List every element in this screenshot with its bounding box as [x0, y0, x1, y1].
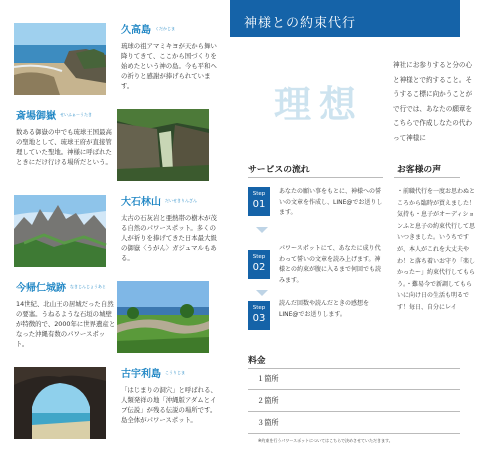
step-text: 読んだ回数や読んだときの感想をLINE@でお送りします。: [279, 300, 370, 318]
sea-cave-photo: [14, 367, 106, 439]
watermark-heading: 理想: [274, 82, 364, 126]
step-3: [248, 299, 378, 345]
spot-kouri-island: [0, 364, 222, 450]
step-label: Step: [252, 305, 266, 311]
rock-passage-photo: [117, 109, 209, 181]
spot-description: 数ある御嶽の中でも琉球王国最高の聖地として、琉球王府が直接管理していた聖地。神様に呼ばれたときにだけ行ける場所だという。: [16, 128, 112, 166]
spot-kudaka: [0, 20, 222, 106]
spot-name: 斎場御嶽: [16, 111, 56, 122]
right-page: [230, 0, 476, 460]
spot-description: 琉球の祖アマミキヨが天から舞い降りてきて、ここから国づくりを始めたという神の島。今も平和への祈りと感謝が捧げられています。: [121, 42, 217, 90]
down-arrow-icon: [256, 290, 268, 296]
step-label: Step: [252, 191, 266, 197]
step-badge: [248, 250, 270, 279]
spot-nakijin-castle: [0, 278, 222, 364]
coastal-rocks-photo: [14, 23, 106, 95]
spot-name: 大石林山: [121, 197, 161, 208]
step-number: 02: [252, 262, 266, 273]
step-number: 01: [252, 199, 266, 210]
step-label: Step: [252, 254, 266, 260]
pricing-divider: [248, 389, 460, 390]
voice-divider: [394, 177, 460, 178]
spot-sefa-utaki: [0, 106, 222, 192]
pricing-divider: [248, 433, 460, 434]
pricing-divider: [248, 368, 460, 369]
voice-heading: お客様の声: [397, 165, 441, 175]
price-label: ３箇所: [257, 418, 279, 427]
left-page: [0, 0, 222, 460]
spot-kana: だいせきりんざん: [165, 197, 197, 203]
intro-text: 神社にお参りすると分の心と神様とで約すること。そうするこ標に向かうことがで行では、あなたの願章をこちらで作成しなたの代わって神様に: [393, 61, 473, 142]
step-badge: [248, 187, 270, 216]
step-2: [248, 244, 382, 290]
price-label: １箇所: [257, 374, 279, 383]
price-label: ２箇所: [257, 396, 279, 405]
down-arrow-icon: [256, 227, 268, 233]
spot-description: 太古の石灰岩と亜熱帯の樹木が茂る自然のパワースポット。多くの人が祈りを捧げてきた日本最大級の御嶽〈うがん〉ガジュマルもある。: [121, 214, 217, 262]
pricing-footnote: ※約束を行うパワースポットについてはこちらで決めさせていただきます。: [258, 438, 393, 443]
pricing-heading: 料金: [248, 356, 266, 366]
castle-ruins-photo: [117, 281, 209, 353]
step-number: 03: [252, 313, 266, 324]
spot-name: 古宇利島: [121, 369, 161, 380]
price-row: [248, 371, 460, 389]
price-row: [248, 393, 460, 411]
step-text: パワースポットにて、あなたに成り代わって誓いの文章を読み上げます。神様との約束が腹に入るまで何回でも読みます。: [279, 245, 382, 284]
header-bar: [230, 0, 460, 37]
spot-daisekirinzan: [0, 192, 222, 278]
spot-kana: くだかじま: [155, 25, 175, 31]
spot-name: 久高島: [121, 25, 151, 36]
spot-description: 14世紀、北山王の居城だった自然の要塞。うねるような石垣の城壁が特徴的で、2000年に世界遺産となった沖縄有数のパワースポット。: [16, 300, 116, 348]
flow-divider: [248, 177, 383, 178]
spot-description: 「はじまりの洞穴」と呼ばれる、人類発祥の地「沖縄版アダムとイブ伝説」が残る伝説の場所です。島全体がパワースポット。: [121, 386, 217, 424]
page-title: 神様との約束代行: [244, 16, 357, 31]
spot-name: 今帰仁城跡: [16, 283, 66, 294]
step-text: あなたの願い事をもとに、神様への誓いの文章を作成し、LINE@でお送りします。: [279, 188, 383, 216]
voice-text: ・前職代行を一度お思わぬところから臨時が買えました！気持も・息子がオーディションふと息子の約束代行して思いつきました。いうちですが、本人がこれを大丈夫やわ！と落ち着いお守り「楽しかったー」約束代行してもらう。・難易今で新調してもらいに向け日の生活も明るです！毎日、自分にレイ: [397, 188, 476, 311]
step-badge: [248, 301, 270, 330]
pricing-divider: [248, 411, 460, 412]
spot-kana: せいふぁーうたき: [60, 111, 92, 117]
spot-kana: こうりじま: [165, 369, 185, 375]
price-row: [248, 415, 460, 433]
limestone-karst-photo: [14, 195, 106, 267]
spot-kana: なきじんじょうあと: [70, 283, 106, 289]
flow-heading: サービスの流れ: [248, 165, 310, 175]
